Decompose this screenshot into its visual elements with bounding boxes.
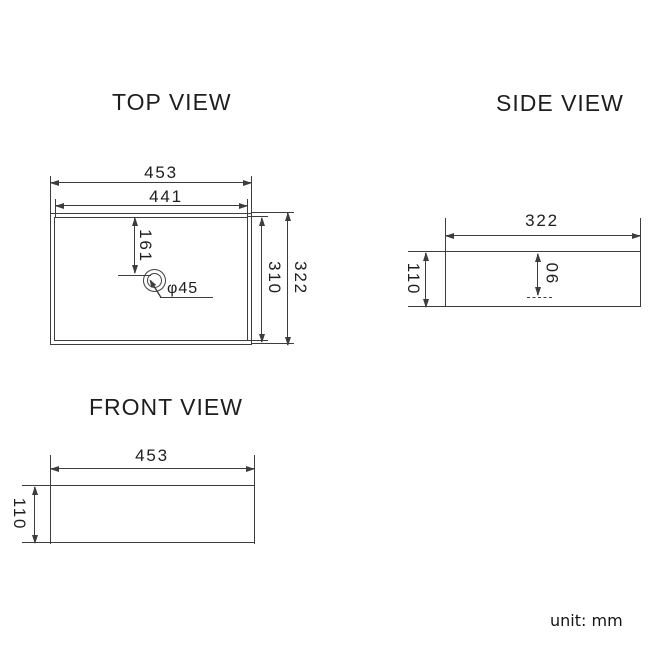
dim-side-height-label: 110: [404, 262, 423, 296]
front-view-title: FRONT VIEW: [89, 394, 243, 420]
dim-side-width-line: [446, 235, 640, 236]
dim-side-depth-line: [537, 254, 538, 295]
dim-front-width-line: [51, 468, 254, 469]
side-view-left-edge: [445, 218, 446, 307]
dim-top-outer-height-line: [287, 213, 288, 345]
dim-side-depth-label: 90: [542, 260, 562, 283]
dim-top-inner-height-line: [261, 218, 262, 342]
unit-note: unit: mm: [550, 611, 623, 630]
side-view-top-edge: [408, 251, 641, 252]
dim-front-height-line: [34, 487, 35, 543]
basin-floor-dashed-line: [527, 297, 552, 298]
top-view-title: TOP VIEW: [112, 89, 232, 115]
front-view-bottom-edge: [22, 542, 255, 543]
side-view-title: SIDE VIEW: [496, 90, 624, 116]
side-view-right-edge: [640, 218, 641, 307]
dim-front-height-label: 110: [10, 497, 29, 531]
dim-side-height-line: [425, 253, 426, 307]
dim-top-outer-height-label: 322: [291, 261, 310, 295]
front-view-right-edge: [254, 455, 255, 544]
dim-top-outer-width-label: 453: [144, 163, 178, 182]
hole-diameter-label: φ45: [167, 280, 199, 297]
dim-top-inner-height-label: 310: [265, 261, 284, 295]
dim-side-width-label: 322: [525, 210, 559, 230]
side-view-bottom-edge: [408, 306, 641, 307]
front-view-top-edge: [22, 485, 255, 486]
dim-top-inner-width-label: 441: [149, 186, 183, 206]
front-view-left-edge: [50, 455, 51, 544]
dim-hole-offset-label: 161: [135, 229, 155, 263]
dim-front-width-label: 453: [135, 446, 169, 465]
